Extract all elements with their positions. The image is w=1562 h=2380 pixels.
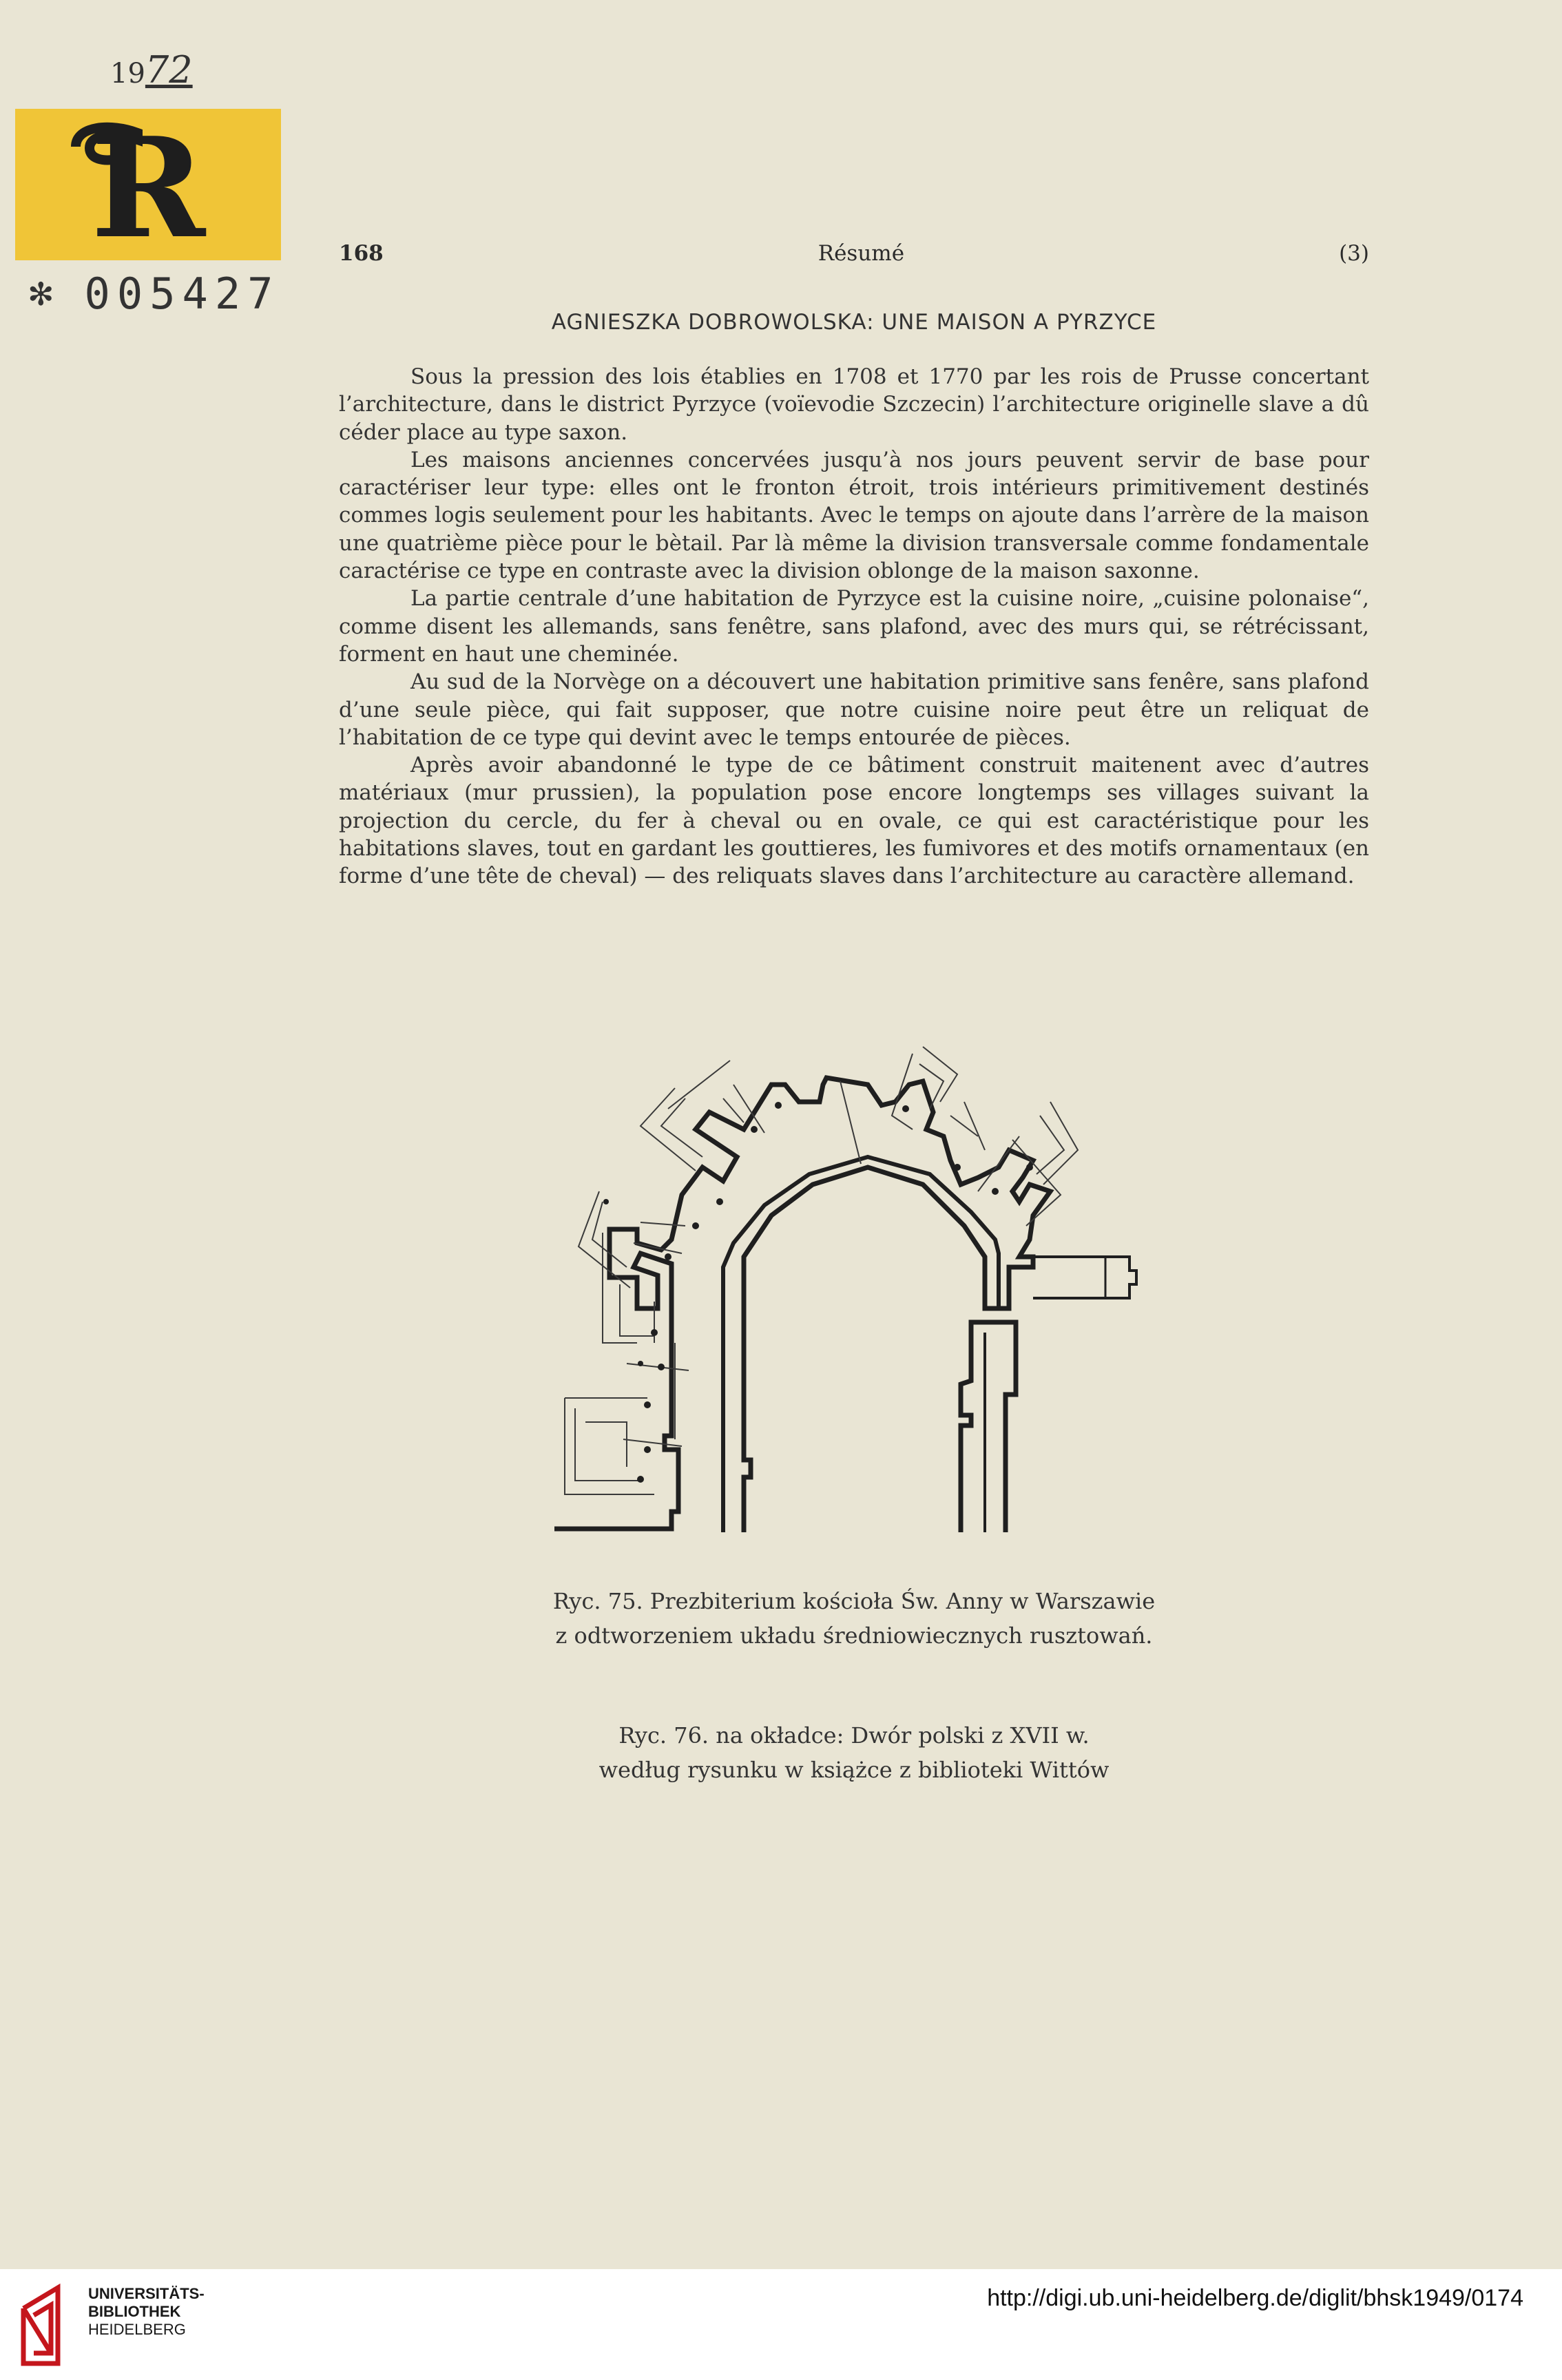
paragraph: Les maisons anciennes concervées jusqu’à nos jours peuvent servir de base pour caractériser leur type: elles ont le fronton étroit, trois intérieurs primitivement destinés commes logis seulement pour les habitants. Avec le temps on ajoute dans l’arrère de la maison une quatrième pièce pour le bètail. Par là même la division transversale comme fondamentale caractérise ce type en contraste avec la division oblonge de la maison saxonne.	[339, 447, 1369, 584]
caption-line: z odtworzeniem układu średniowiecznych rusztowań.	[555, 1622, 1153, 1649]
page-number: 168	[339, 241, 384, 266]
university-library-logo-icon[interactable]	[17, 2281, 80, 2370]
caption-line: Ryc. 75. Prezbiterium kościoła Św. Anny w Warszawie	[552, 1588, 1156, 1614]
paragraph: Sous la pression des lois établies en 1708 et 1770 par les rois de Prusse concertant l’architecture, dans le district Pyrzyce (voïevodie Szczecin) l’architecture originelle slave a dû céder place au type saxon.	[339, 364, 1369, 445]
library-stamp-logo	[15, 109, 281, 260]
library-name-line: BIBLIOTHEK	[88, 2303, 181, 2320]
plan-wall-outer	[554, 1078, 1050, 1532]
article-title: AGNIESZKA DOBROWOLSKA: UNE MAISON A PYRZYCE	[551, 310, 1157, 335]
figure-75-caption	[339, 1584, 1369, 1653]
inventory-number-value: 005427	[84, 269, 280, 319]
handwritten-year	[110, 48, 193, 92]
library-name-line: HEIDELBERG	[88, 2321, 186, 2338]
year-handwritten: 72	[145, 48, 193, 92]
logo-letter: R	[90, 119, 206, 250]
library-name-line: UNIVERSITÄTS-	[88, 2285, 205, 2302]
presbytery-floor-plan	[537, 1019, 1198, 1584]
section-number: (3)	[1339, 241, 1369, 266]
plan-wall-south	[961, 1322, 1016, 1532]
year-prefix: 19	[110, 58, 145, 90]
document-url-link[interactable]: http://digi.ub.uni-heidelberg.de/diglit/bhsk1949/0174	[987, 2285, 1523, 2311]
r-emblem-icon	[34, 119, 262, 250]
figure-76-caption	[339, 1718, 1369, 1787]
section-title: Résumé	[818, 241, 905, 266]
article-body	[339, 363, 1369, 890]
inventory-number	[28, 269, 280, 319]
paragraph: La partie centrale d’une habitation de Pyrzyce est la cuisine noire, „cuisine polonaise“, comme disent les allemands, sans fenêtre, sans plafond, avec des murs qui, se rétrécissant, forment en haut une cheminée.	[339, 586, 1369, 667]
paragraph: Après avoir abandonné le type de ce bâtiment construit maitenent avec d’autres matériaux (mur prussien), la population pose encore longtemps ses villages suivant la projection du cercle, du fer à cheval ou en ovale, ce qui est caractéristique pour les habitations slaves, tout en gardant les gouttieres, les fumivores et des motifs ornamentaux (en forme d’une tête de cheval) — des reliquats slaves dans l’architecture au caractère allemand.	[339, 753, 1369, 889]
plan-wall-inner	[723, 1157, 999, 1532]
caption-line: Ryc. 76. na okładce: Dwór polski z XVII w.	[618, 1722, 1090, 1749]
plan-east-annex	[1033, 1257, 1136, 1298]
running-head	[339, 241, 1369, 266]
inventory-mark: ✻	[28, 275, 54, 313]
paragraph: Au sud de la Norvège on a découvert une habitation primitive sans fenêre, sans plafond d’une seule pièce, qui fait supposer, que notre cuisine noire peut être un reliquat de l’habitation de ce type qui devint avec le temps entourée de pièces.	[339, 669, 1369, 750]
caption-line: według rysunku w książce z biblioteki Wittów	[598, 1757, 1110, 1783]
library-name[interactable]	[88, 2285, 205, 2339]
